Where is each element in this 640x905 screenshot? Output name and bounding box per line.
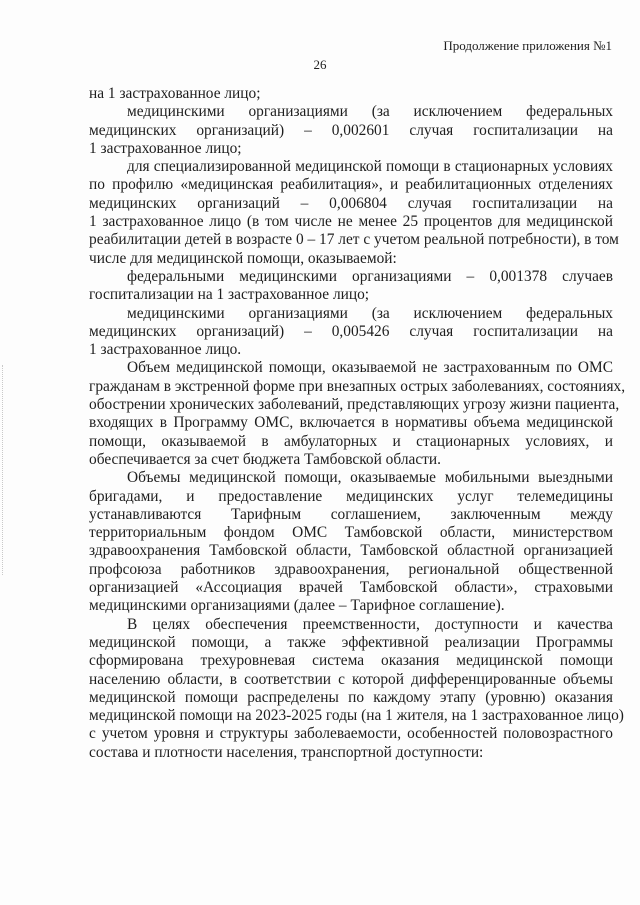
continuation-header: Продолжение приложения №1 bbox=[443, 38, 612, 53]
text-line: профсоюза работников здравоохранения, региональной общественной bbox=[89, 560, 613, 578]
text-line: Объемы медицинской помощи, оказываемые мобильными выездными bbox=[127, 469, 613, 487]
text-line: населению области, в соответствии с которой дифференцированные объемы bbox=[89, 670, 613, 688]
text-line: федеральными медицинскими организациями – 0,001378 случаев bbox=[127, 267, 613, 285]
text-line: обострении хронических заболеваний, представляющих угрозу жизни пациента, bbox=[89, 396, 620, 414]
text-line: помощи, оказываемой в амбулаторных и стационарных условиях, и bbox=[89, 432, 613, 450]
text-line: В целях обеспечения преемственности, доступности и качества bbox=[127, 615, 613, 633]
text-line: медицинской помощи, а также эффективной реализации Программы bbox=[89, 633, 613, 651]
text-line: на 1 застрахованное лицо; bbox=[89, 85, 261, 102]
text-line: устанавливаются Тарифным соглашением, заключенным между bbox=[89, 505, 613, 523]
text-line: бригадами, и предоставление медицинских услуг телемедицины bbox=[89, 487, 613, 505]
text-line: состава и плотности населения, транспортной доступности: bbox=[89, 743, 484, 761]
scan-margin-artifact bbox=[2, 365, 6, 575]
text-line: медицинскими организациями (за исключением федеральных bbox=[127, 103, 613, 121]
text-line: Объем медицинской помощи, оказываемой не застрахованным по ОМС bbox=[127, 359, 613, 377]
page-number: 26 bbox=[313, 57, 327, 72]
text-line: здравоохранения Тамбовской области, Тамбовской областной организацией bbox=[89, 542, 613, 560]
text-line: медицинскими организациями (за исключением федеральных bbox=[127, 304, 613, 322]
text-line: для специализированной медицинской помощи в стационарных условиях bbox=[127, 158, 613, 176]
text-line: госпитализации на 1 застрахованное лицо; bbox=[89, 286, 370, 304]
text-line: 1 застрахованное лицо. bbox=[89, 341, 242, 359]
text-line: 1 застрахованное лицо; bbox=[89, 139, 242, 157]
text-line: территориальным фондом ОМС Тамбовской области, министерством bbox=[89, 524, 613, 542]
text-line: медицинской помощи распределены по каждому этапу (уровню) оказания bbox=[89, 688, 613, 706]
text-line: медицинских организаций – 0,006804 случая госпитализации на bbox=[89, 194, 613, 212]
text-line: входящих в Программу ОМС, включается в нормативы объема медицинской bbox=[89, 414, 613, 432]
text-line: медицинской помощи на 2023-2025 годы (на 1 жителя, на 1 застрахованное лицо) bbox=[89, 707, 624, 725]
text-line: числе для медицинской помощи, оказываемой: bbox=[89, 249, 397, 267]
text-line: медицинских организаций) – 0,002601 случая госпитализации на bbox=[89, 121, 613, 139]
text-line: 1 застрахованное лицо (в том числе не менее 25 процентов для медицинской bbox=[89, 213, 613, 231]
text-line: медицинских организаций) – 0,005426 случая госпитализации на bbox=[89, 322, 613, 340]
text-line: медицинскими организациями (далее – Тарифное соглашение). bbox=[89, 597, 505, 615]
text-line: по профилю «медицинская реабилитация», и реабилитационных отделениях bbox=[89, 176, 613, 194]
text-line: организацией «Ассоциация врачей Тамбовской области», страховыми bbox=[89, 579, 613, 597]
text-line: сформирована трехуровневая система оказания медицинской помощи bbox=[89, 652, 613, 670]
text-line: гражданам в экстренной форме при внезапных острых заболеваниях, состояниях, bbox=[89, 377, 626, 395]
text-line: обеспечивается за счет бюджета Тамбовской области. bbox=[89, 450, 441, 468]
document-body bbox=[89, 85, 626, 762]
text-line: с учетом уровня и структуры заболеваемости, особенностей половозрастного bbox=[89, 725, 613, 743]
text-line: реабилитации детей в возрасте 0 – 17 лет с учетом реальной потребности), в том bbox=[89, 231, 619, 249]
